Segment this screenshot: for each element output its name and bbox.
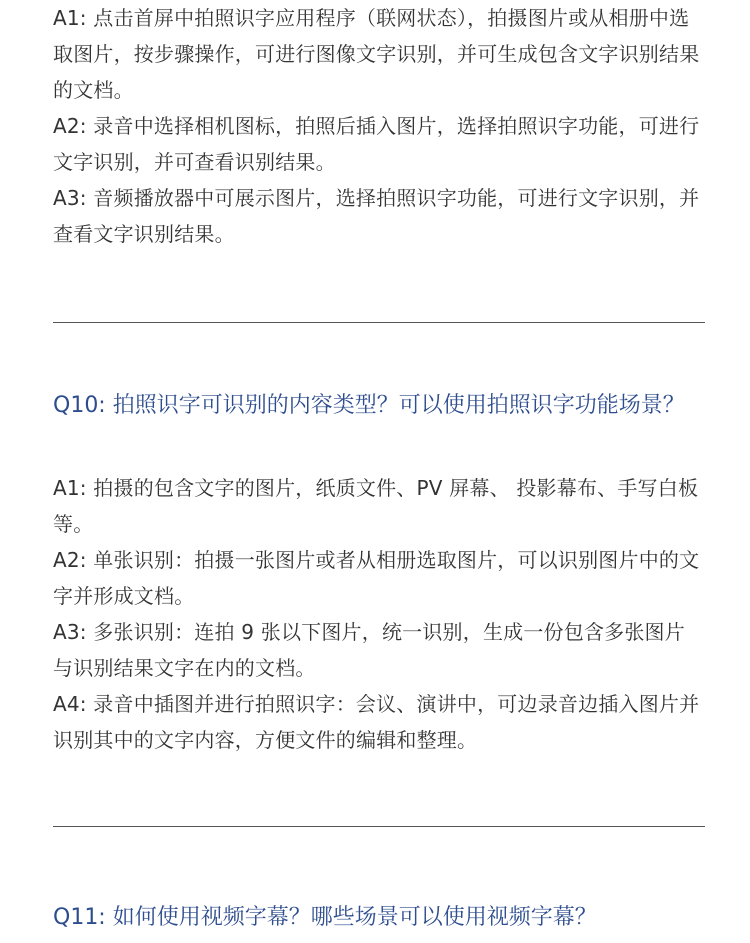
q11-question: Q11: 如何使用视频字幕？哪些场景可以使用视频字幕？ — [53, 905, 597, 930]
q10-answer-4: A4: 录音中插图并进行拍照识字：会议、演讲中，可边录音边插入图片并识别其中的文字内容，方便文件的编辑和整理。 — [53, 692, 700, 752]
q10-answer-2: A2: 单张识别：拍摄一张图片或者从相册选取图片，可以识别图片中的文字并形成文档。 — [53, 548, 700, 608]
divider-1 — [53, 322, 705, 323]
q9-answer-1: A1: 点击首屏中拍照识字应用程序（联网状态），拍摄图片或从相册中选取图片，按步骤操作，可进行图像文字识别，并可生成包含文字识别结果的文档。 — [53, 6, 700, 102]
q10-question: Q10: 拍照识字可识别的内容类型？可以使用拍照识字功能场景？ — [53, 393, 685, 418]
q9-answers — [53, 0, 705, 252]
q9-answer-3: A3: 音频播放器中可展示图片，选择拍照识字功能，可进行文字识别，并查看文字识别结果。 — [53, 186, 700, 246]
divider-2 — [53, 826, 705, 827]
q9-answer-2: A2: 录音中选择相机图标，拍照后插入图片，选择拍照识字功能，可进行文字识别，并可查看识别结果。 — [53, 114, 700, 174]
q10-answers — [53, 470, 705, 758]
q10-answer-3: A3: 多张识别：连拍 9 张以下图片，统一识别，生成一份包含多张图片与识别结果文字在内的文档。 — [53, 620, 685, 680]
q10-answer-1: A1: 拍摄的包含文字的图片，纸质文件、PV 屏幕、 投影幕布、手写白板等。 — [53, 476, 699, 536]
